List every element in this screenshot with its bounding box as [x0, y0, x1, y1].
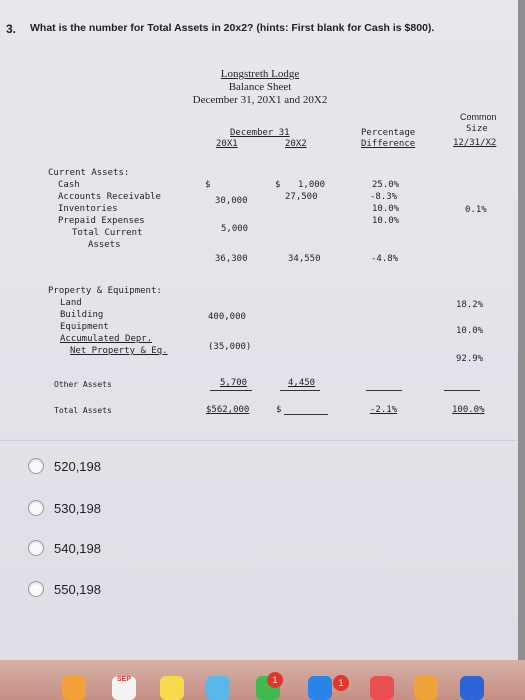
radio-button[interactable] [28, 458, 44, 474]
other-assets-label: Other Assets [54, 380, 112, 389]
value-20x1: (35,000) [208, 342, 252, 352]
choice-2[interactable] [28, 500, 101, 516]
radio-button[interactable] [28, 581, 44, 597]
sheet-title: Balance Sheet [228, 81, 292, 93]
value-20x2: 1,000 [298, 180, 326, 190]
header-20x1: 20X1 [216, 139, 238, 149]
currency-sign: $ [275, 180, 281, 190]
row-label: Prepaid Expenses [58, 216, 145, 226]
total-assets-common: 100.0% [452, 405, 485, 415]
radio-button[interactable] [28, 540, 44, 556]
header-december: December 31 [230, 128, 290, 138]
row-label: Accumulated Depr. [60, 334, 153, 344]
other-assets-20x2: 4,450 [288, 378, 316, 388]
row-label: Cash [58, 180, 80, 190]
radio-button[interactable] [28, 500, 44, 516]
common-size: 18.2% [456, 300, 484, 310]
currency-sign: $ [205, 180, 211, 190]
row-label: Building [60, 310, 104, 320]
choice-label: 540,198 [54, 540, 101, 556]
total-assets-currency: $ [276, 405, 282, 415]
underline [280, 390, 320, 391]
notes-icon[interactable] [160, 676, 184, 700]
question-text: What is the number for Total Assets in 20x2? (hints: First blank for Cash is $800). [30, 22, 435, 34]
header-common: Common [460, 112, 497, 122]
sheet-date: December 31, 20X1 and 20X2 [192, 94, 328, 106]
total-assets-pct: -2.1% [370, 405, 398, 415]
chrome-icon[interactable] [370, 676, 394, 700]
choice-label: 530,198 [54, 500, 101, 516]
other-assets-20x1: 5,700 [220, 378, 248, 388]
calendar-icon[interactable] [112, 676, 136, 700]
row-label: Land [60, 298, 82, 308]
divider [0, 440, 518, 441]
pct-diff: 10.0% [372, 216, 400, 226]
pct-diff: 10.0% [372, 204, 400, 214]
total-current-20x2: 34,550 [288, 254, 321, 264]
app-icon[interactable] [62, 676, 86, 700]
company-name: Longstreth Lodge [220, 68, 300, 80]
row-label: Net Property & Eq. [70, 346, 168, 356]
choice-1[interactable] [28, 458, 101, 474]
common-size: 0.1% [465, 205, 487, 215]
common-size: 10.0% [456, 326, 484, 336]
question-number: 3. [6, 22, 17, 36]
total-assets-20x2-blank [284, 414, 328, 415]
value-20x1: 400,000 [208, 312, 246, 322]
row-label: Accounts Receivable [58, 192, 161, 202]
choice-label: 520,198 [54, 458, 101, 474]
total-current-pct: -4.8% [371, 254, 399, 264]
total-current-label: Total Current [72, 228, 143, 238]
pct-diff: -8.3% [370, 192, 398, 202]
choice-label: 550,198 [54, 581, 101, 597]
common-size: 92.9% [456, 354, 484, 364]
notification-badge: 1 [333, 675, 349, 691]
total-current-label-2: Assets [88, 240, 121, 250]
header-difference: Difference [361, 139, 416, 149]
pct-diff: 25.0% [372, 180, 400, 190]
total-assets-20x1: $562,000 [206, 405, 250, 415]
total-assets-label: Total Assets [54, 406, 112, 415]
row-label: Inventories [58, 204, 118, 214]
app-icon[interactable] [414, 676, 438, 700]
word-icon[interactable] [460, 676, 484, 700]
app-icon[interactable] [206, 676, 230, 700]
underline [210, 390, 252, 391]
header-size: Size [466, 124, 488, 134]
ppe-label: Property & Equipment: [48, 286, 162, 296]
blank-line [444, 390, 480, 391]
total-current-20x1: 36,300 [215, 254, 248, 264]
value-20x2: 27,500 [285, 192, 318, 202]
header-common-date: 12/31/X2 [453, 138, 497, 148]
choice-3[interactable] [28, 540, 101, 556]
blank-line [366, 390, 402, 391]
value-20x1: 5,000 [221, 224, 249, 234]
app-icon[interactable] [308, 676, 332, 700]
header-20x2: 20X2 [285, 139, 307, 149]
row-label: Equipment [60, 322, 109, 332]
current-assets-label: Current Assets: [48, 168, 130, 178]
value-20x1: 30,000 [215, 196, 248, 206]
header-percentage: Percentage [361, 128, 416, 138]
choice-4[interactable] [28, 581, 101, 597]
notification-badge: 1 [267, 672, 283, 688]
calendar-month: SEP [116, 676, 131, 683]
